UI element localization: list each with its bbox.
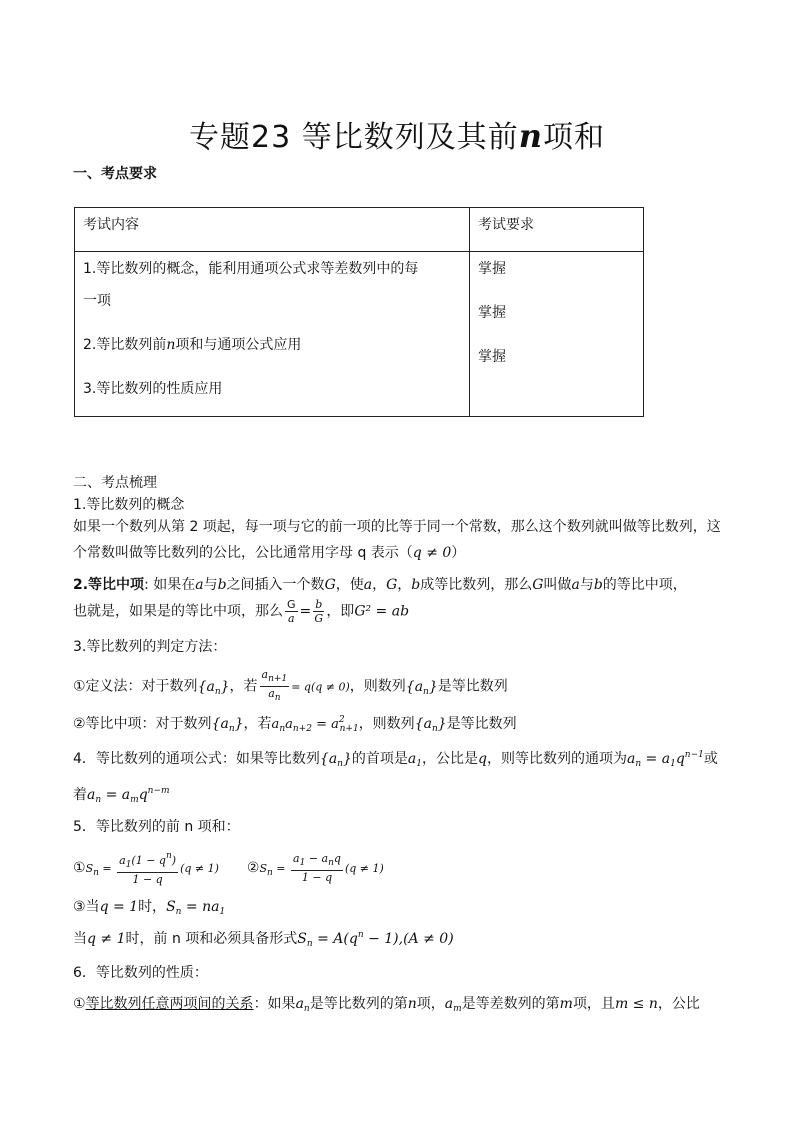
p2-b: 与 bbox=[203, 577, 218, 593]
p3-line2: ②等比中项：对于数列$\{a_n\}$，若$a_na_{n+2} = a^2_{n+1}$，则数列$\{a_n\}$是等比数列 bbox=[73, 715, 517, 734]
p5-c4a: 当 bbox=[73, 931, 87, 947]
p2-f: ， bbox=[397, 577, 412, 593]
p3-l1a: ①定义法：对于数列 bbox=[73, 678, 198, 695]
p3-l2a: ②等比中项：对于数列 bbox=[73, 716, 212, 732]
level-3: 掌握 bbox=[478, 349, 506, 365]
section-heading-review: 二、考点梳理 bbox=[73, 475, 157, 491]
title-n: n bbox=[518, 117, 543, 155]
fraction-ratio: $\frac{a_{n+1}}{a_n}$ bbox=[261, 668, 288, 703]
section-heading-requirements: 一、考点要求 bbox=[73, 166, 157, 182]
p6-b: ：如果 bbox=[253, 996, 296, 1012]
p6-heading: 6．等比数列的性质： bbox=[73, 965, 208, 981]
requirements-table bbox=[74, 207, 644, 417]
level-1: 掌握 bbox=[478, 261, 506, 277]
p2-j: 的等比中项， bbox=[602, 577, 687, 593]
p3-l2c: ，则数列 bbox=[358, 716, 415, 732]
p1-line2-text: 个常数叫做等比数列的公比，公比通常用字母 q 表示（ bbox=[73, 545, 413, 561]
p5-c2: ② bbox=[246, 860, 260, 876]
p5-c3b: 时， bbox=[138, 899, 167, 915]
p1-cond: q ≠ 0 bbox=[412, 545, 452, 561]
fraction-b-over-G: $\frac{b}{G}$ bbox=[314, 598, 324, 625]
item-2-a: 2.等比数列前 bbox=[83, 337, 167, 353]
p6-a: ① bbox=[73, 996, 86, 1012]
p2-e: ， bbox=[372, 577, 387, 593]
p6-e: 是等差数列的第 bbox=[461, 996, 560, 1012]
fraction-sum-1: $\frac{a_1(1 - q^n)}{1 - q}$ bbox=[119, 851, 177, 886]
page-title bbox=[0, 112, 794, 156]
header-content: 考试内容 bbox=[75, 208, 470, 252]
p2-line2: 也就是，如果是的等比中项，那么 $\frac{G}{a}$ = $\frac{b}{G}$ ，即G² = ab bbox=[73, 598, 410, 625]
p2-line1: 2.等比中项: 如果在a与b之间插入一个数G，使a，G，b成等比数列，那么G叫做a与b的等比中项， bbox=[73, 577, 687, 593]
p2-a: : 如果在 bbox=[144, 577, 196, 593]
item-2-n: n bbox=[166, 337, 176, 353]
p6-underlined: 等比数列任意两项间的关系 bbox=[85, 996, 254, 1012]
p2-c: 之间插入一个数 bbox=[226, 577, 325, 593]
p5-case4: 当q ≠ 1时，前 n 项和必须具备形式$S_n = A(q^n - 1),(A \ne 0)$ bbox=[73, 930, 454, 949]
p1-heading: 1.等比数列的概念 bbox=[73, 497, 185, 513]
table-header-row bbox=[75, 208, 644, 252]
p1-close: ） bbox=[451, 545, 466, 561]
item-2 bbox=[83, 334, 461, 357]
p2-line2a: 也就是，如果是的等比中项，那么 bbox=[73, 603, 283, 620]
p5-heading: 5．等比数列的前 n 项和： bbox=[73, 819, 240, 835]
item-2-b: 项和与通项公式应用 bbox=[175, 337, 302, 353]
table-row bbox=[75, 252, 644, 417]
p4-c: ，公比是 bbox=[421, 751, 478, 767]
p1-line2 bbox=[73, 542, 465, 562]
p5-c4d: = A(q bbox=[312, 931, 358, 947]
p5-c3: ③当 bbox=[73, 899, 100, 915]
p5-c4e: − 1),(A ≠ 0) bbox=[363, 931, 454, 947]
header-requirement: 考试要求 bbox=[470, 208, 644, 252]
level-cell bbox=[470, 252, 644, 417]
p6-line1: ①等比数列任意两项间的关系：如果$a_n$是等比数列的第n项，$a_m$是等差数列的第m项，且m ≤ n，公比 bbox=[73, 996, 700, 1014]
p2-line2b: ，即 bbox=[326, 603, 355, 620]
title-main: 专题23 等比数列及其前 bbox=[189, 120, 519, 155]
content-cell bbox=[75, 252, 470, 417]
p1-line1: 如果一个数列从第 2 项起，每一项与它的前一项的比等于同一个常数，那么这个数列就叫做等比数列，这 bbox=[73, 519, 721, 535]
p6-f: 项，且 bbox=[572, 996, 615, 1012]
p5-c4c: S bbox=[297, 931, 307, 947]
p4-line1: 4．等比数列的通项公式：如果等比数列$\{a_n\}$的首项是$a_1$，公比是q，则等比数列的通项为$a_n = a_1q^{n-1}$或 bbox=[73, 750, 718, 769]
p3-heading: 3.等比数列的判定方法： bbox=[73, 639, 227, 655]
p5-formulas: $①S_n$ = $\frac{a_1(1 - q^n)}{1 - q}$ (q ≠ 1) $②S_n$ = $\frac{a_1 - a_nq}{1 - q}$ (q ≠ 1) bbox=[73, 851, 384, 886]
p2-g: 成等比数列，那么 bbox=[420, 577, 533, 593]
p5-c4b: 时，前 n 项和必须具备形式 bbox=[125, 931, 298, 947]
p3-l1c: = q(q ≠ 0) bbox=[291, 680, 350, 694]
p4-b: 的首项是 bbox=[351, 751, 408, 767]
p3-l1b: ，若 bbox=[229, 678, 258, 695]
p6-d: 项， bbox=[416, 996, 445, 1012]
p2-eq: G² = ab bbox=[354, 603, 410, 620]
p4-a: 4．等比数列的通项公式：如果等比数列 bbox=[73, 751, 320, 767]
p2-d: ，使 bbox=[335, 577, 364, 593]
p2-i: 与 bbox=[579, 577, 594, 593]
p6-g: ，公比 bbox=[657, 996, 700, 1012]
p5-case3: ③当q = 1时，$S_n = na_1$ bbox=[73, 899, 226, 917]
p3-l1d: ，则数列 bbox=[349, 678, 406, 695]
p5-c1: ① bbox=[73, 860, 86, 876]
p2-heading: 2.等比中项 bbox=[73, 577, 145, 593]
p3-line1: ①定义法：对于数列$\{a_n\}$，若 $\frac{a_{n+1}}{a_n}$ = q(q ≠ 0)，则数列$\{a_n\}$是等比数列 bbox=[73, 668, 508, 703]
p3-l2b: ，若 bbox=[243, 716, 272, 732]
p4-f: 着 bbox=[73, 787, 87, 803]
p4-line2: 着$a_n = a_mq^{n-m}$ bbox=[73, 786, 170, 805]
p3-l1e: 是等比数列 bbox=[437, 678, 508, 695]
fraction-sum-2: $\frac{a_1 - a_nq}{1 - q}$ bbox=[293, 852, 341, 884]
item-1-line-2: 一项 bbox=[83, 293, 111, 309]
p2-h: 叫做 bbox=[543, 577, 572, 593]
p4-d: ，则等比数列的通项为 bbox=[486, 751, 627, 767]
item-1-line-1: 1.等比数列的概念，能利用通项公式求等差数列中的每 bbox=[83, 261, 419, 277]
p6-c: 是等比数列的第 bbox=[309, 996, 408, 1012]
level-2: 掌握 bbox=[478, 305, 506, 321]
title-tail: 项和 bbox=[542, 120, 605, 155]
item-3: 3.等比数列的性质应用 bbox=[83, 381, 223, 397]
fraction-G-over-a: $\frac{G}{a}$ bbox=[287, 598, 296, 625]
p3-l2d: 是等比数列 bbox=[446, 716, 517, 732]
p4-e: 或 bbox=[703, 751, 718, 767]
